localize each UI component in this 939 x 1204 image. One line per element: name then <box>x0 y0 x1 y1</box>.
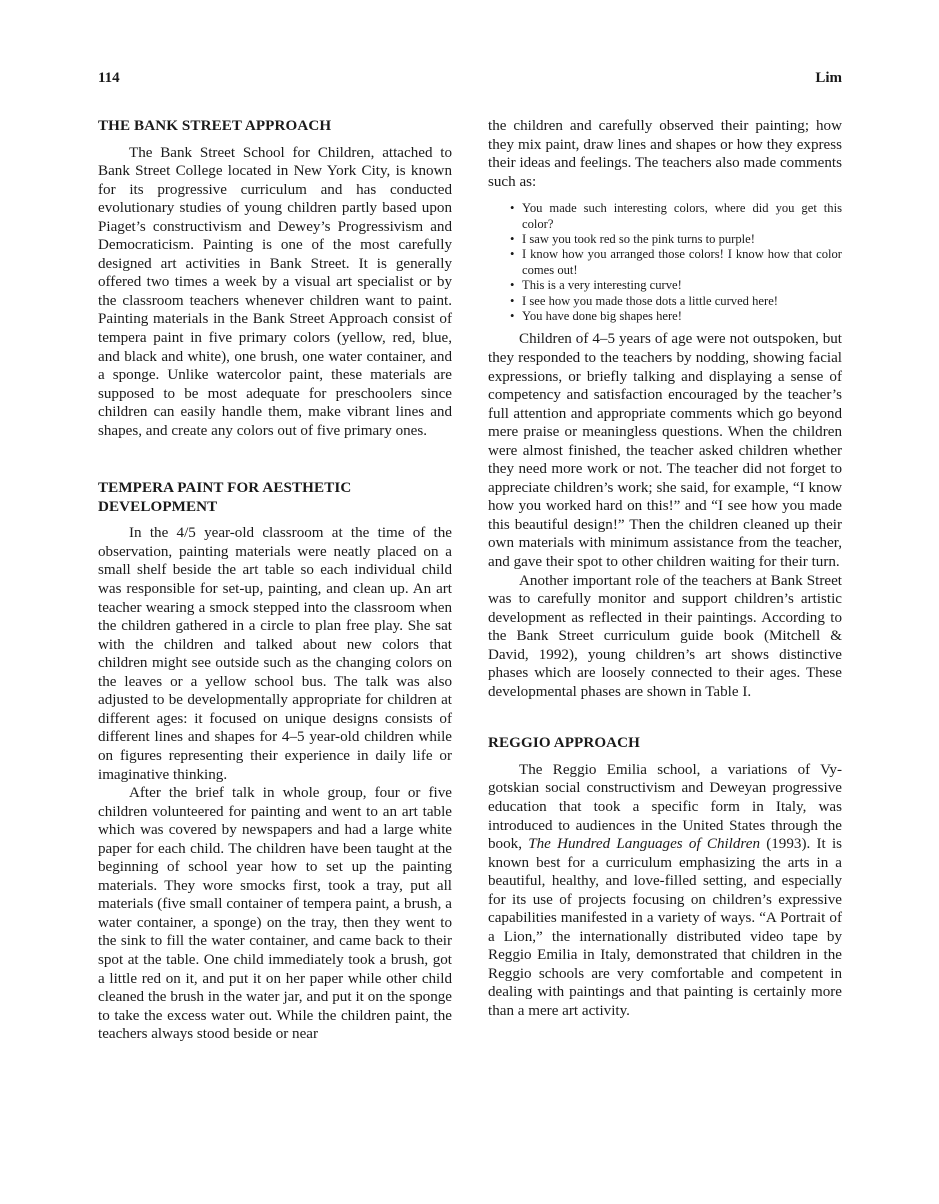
list-item: • I know how you arranged those colors! I know how that color comes out! <box>522 247 842 278</box>
section-tempera-paint <box>98 479 452 1043</box>
paragraph-continued: the children and carefully observed their painting; how they mix paint, draw lines and shapes or how they express their ideas and feelings. The teachers also made comments such as: <box>488 118 842 190</box>
section-bank-street <box>98 117 452 440</box>
list-item: • I saw you took red so the pink turns to purple! <box>522 232 842 247</box>
heading-line: DEVELOPMENT <box>98 498 218 515</box>
running-head-author: Lim <box>815 70 842 86</box>
paragraph: The Bank Street School for Children, attached to Bank Street College located in New York City, is known for its progressive curriculum and has conducted evolutionary studies of young children partly based upon Piaget’s constructivism and Dewey’s Progressivism and Democraticism. Painting is one of the most carefully designed art activities in Bank Street. It is generally offered two times a week by a visual art specialist or by the classroom teachers whenever children want to paint. Painting materials in the Bank Street Approach consist of tempera paint in five primary colors (yellow, red, blue, and black and white), one brush, one water container, and a sponge. Unlike watercolor paint, these materials are supposed to be most adequate for preschoolers since children can easily handle them, make vibrant lines and shapes, and create any colors out of five primary ones. <box>98 144 452 439</box>
heading-line: TEMPERA PAINT FOR AESTHETIC <box>98 480 352 497</box>
paragraph: Children of 4–5 years of age were not outspoken, but they responded to the teachers by nodding, showing facial expressions, or briefly talking and displaying a sense of competency and satisfaction encouraged by the teacher’s full attention and appropriate comments which go beyond mere praise or meaningless questions. When the children were almost finished, the teacher asked children whether they need more work or not. The teacher did not forget to appreciate children’s work; she said, for example, “I know how you worked hard on this!” and “I see how you made this beautiful design!” Then the children cleaned up their own materials with minimum assistance from the teacher, and gave their spot to other children waiting for their turn. <box>488 331 842 570</box>
list-item: • This is a very interesting curve! <box>522 278 842 293</box>
paragraph: Another important role of the teachers at Bank Street was to carefully monitor and support children’s artistic development as reflected in their paintings. According to the Bank Street curriculum guide book (Mitchell & David, 1992), young children’s art shows distinctive phases which are loosely connected to their ages. These developmental phases are shown in Table I. <box>488 572 842 700</box>
book-title: The Hundred Languages of Children <box>528 836 760 853</box>
section-heading <box>98 479 452 516</box>
list-item: • You made such interesting colors, where did you get this color? <box>522 201 842 232</box>
section-heading: THE BANK STREET APPROACH <box>98 118 332 134</box>
right-column <box>488 117 842 1021</box>
list-item: • I see how you made those dots a little curved here! <box>522 294 842 309</box>
list-item: • You have done big shapes here! <box>522 309 842 324</box>
left-column <box>98 117 452 1044</box>
page-number: 114 <box>98 70 120 86</box>
paragraph <box>488 761 842 1021</box>
text-run: The Reggio Emilia school, a variations of Vygotskian social constructivism and Deweyan progressive education that took a specific form in Italy, was introduced to audiences in the United States through the book, <box>488 761 842 853</box>
paragraph: In the 4/5 year-old classroom at the time of the observation, painting materials were neatly placed on a small shelf beside the art table so each individual child was responsible for set-up, painting, and clean up. An art teacher wearing a smock stepped into the classroom when the children gathered in a circle to plan free play. She sat with the children and talked about new colors that children might see outside such as the changing colors on the leaves or a yellow school bus. The talk was also adjusted to be developmentally appropriate for children at different ages: it focused on unique designs consists of different lines and shapes for 4–5 year-old children while on figures representing their experience in daily life or imaginative thinking. <box>98 525 452 783</box>
section-heading: REGGIO APPROACH <box>488 735 641 752</box>
text-run: (1993). It is known best for a curriculum emphasizing the arts in a beautiful, healthy, and love-filled setting, and especially for its use of projects focusing on children’s expressive capabilities manifested in a variety of ways. “A Portrait of a Lion,” the internationally distributed video tape by Reggio Emilia in Italy, demonstrated that children in the Reggio schools are very comfortable and competent in dealing with paintings and that painting is certainly more than a mere art activity. <box>488 836 843 1020</box>
section-reggio <box>488 734 842 1020</box>
teacher-comments-list <box>488 201 842 324</box>
paragraph: After the brief talk in whole group, four or five children volunteered for painting and went to an art table which was covered by newspapers and had a large white paper for each child. The children have been taught at the beginning of school year how to set up the painting materials. They wore smocks first, took a tray, put all materials (five small container of tempera paint, a brush, a water container, a sponge) on the tray, then they went to the sink to fill the water container, and came back to their spot at the table. One child immediately took a brush, got a little red on it, and put it on her paper while other child cleaned the brush in the water jar, and put it on the sponge to take the excess water out. While the children paint, the teachers always stood beside or near <box>98 785 452 1043</box>
